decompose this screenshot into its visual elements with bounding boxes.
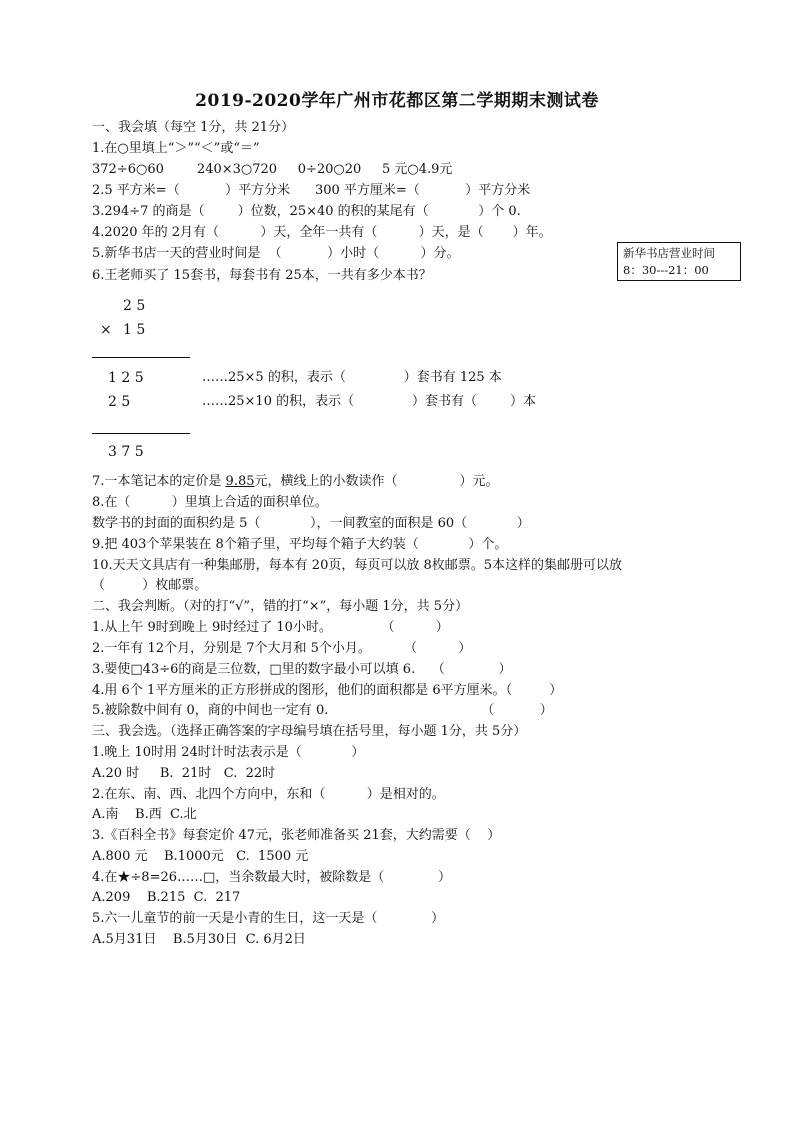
calc-multiplicand: 2 5 [123, 298, 146, 314]
choice-1: 1.晚上 10时用 24时计时法表示是（ ） [92, 745, 365, 760]
choice-2-options: A.南 B.西 C.北 [92, 807, 197, 822]
question-10-line-2: （ ）枚邮票。 [92, 578, 208, 593]
judge-2: 2.一年有 12个月，分别是 7个大月和 5个小月。 （ ） [92, 641, 472, 656]
choice-3-options: A.800 元 B.1000元 C. 1500 元 [92, 849, 309, 864]
choice-1-options: A.20 时 B. 21时 C. 22时 [92, 766, 276, 781]
choice-4-options: A.209 B.215 C. 217 [92, 890, 241, 905]
calc-times-sign: × [100, 322, 112, 338]
question-8: 8.在（ ）里填上合适的面积单位。 [92, 495, 328, 510]
question-9: 9.把 403个苹果装在 8个箱子里，平均每个箱子大约装（ ）个。 [92, 537, 508, 552]
question-7-suffix: 元，横线上的小数读作（ ）元。 [254, 474, 499, 489]
section-2-heading: 二、我会判断。（对的打“√”，错的打“×”，每小题 1分，共 5分） [92, 599, 469, 614]
calc-result: 3 7 5 [108, 444, 144, 460]
question-7-prefix: 7.一本笔记本的定价是 [92, 474, 226, 489]
store-hours-title: 新华书店营业时间 [623, 246, 715, 260]
judge-3: 3.要使□43÷6的商是三位数，□里的数字最小可以填 6. （ ） [92, 662, 512, 677]
choice-5-options: A.5月31日 B.5月30日 C. 6月2日 [92, 932, 306, 947]
calc-rule-1 [92, 357, 190, 358]
calc-partial-2-note: ……25×10 的积，表示（ ）套书有（ ）本 [202, 394, 537, 409]
section-1-heading: 一、我会填（每空 1分，共 21分） [92, 120, 295, 135]
judge-1: 1.从上午 9时到晚上 9时经过了 10小时。 （ ） [92, 620, 449, 635]
question-2: 2.5 平方米=（ ）平方分米 300 平方厘米=（ ）平方分米 [92, 183, 531, 198]
question-10: 10.天天文具店有一种集邮册，每本有 20页，每页可以放 8枚邮票。5本这样的集邮册可以放 [92, 558, 623, 573]
question-4: 4.2020 年的 2月有（ ）天，全年一共有（ ）天，是（ ）年。 [92, 225, 552, 240]
question-8-line-2: 数学书的封面的面积约是 5（ ），一间教室的面积是 60（ ） [92, 516, 530, 531]
calc-multiplier: 1 5 [123, 322, 146, 338]
question-5: 5.新华书店一天的营业时间是 （ ）小时（ ）分。 [92, 246, 460, 261]
calc-rule-2 [92, 433, 190, 434]
question-7 [92, 473, 499, 491]
question-1-items: 372÷6○60 240×3○720 0÷20○20 5 元○4.9元 [92, 162, 453, 177]
calc-partial-1: 1 2 5 [108, 370, 144, 386]
question-6: 6.王老师买了 15套书，每套书有 25本，一共有多少本书？ [92, 268, 432, 283]
store-hours-time: 8：30---21：00 [623, 263, 709, 277]
choice-2: 2.在东、南、西、北四个方向中，东和（ ）是相对的。 [92, 787, 445, 802]
choice-4: 4.在★÷8=26……□，当余数最大时，被除数是（ ） [92, 870, 452, 885]
question-1: 1.在○里填上“＞”“＜”或“＝” [92, 141, 260, 156]
calc-partial-2: 2 5 [108, 394, 131, 410]
choice-5: 5.六一儿童节的前一天是小青的生日，这一天是（ ） [92, 911, 445, 926]
question-7-price: 9.85 [225, 474, 255, 489]
judge-4: 4.用 6个 1平方厘米的正方形拼成的图形，他们的面积都是 6平方厘米。（ ） [92, 683, 563, 698]
judge-5: 5.被除数中间有 0，商的中间也一定有 0. （ ） [92, 703, 553, 718]
question-3: 3.294÷7 的商是（ ）位数，25×40 的积的某尾有（ ）个 0. [92, 204, 521, 219]
section-3-heading: 三、我会选。（选择正确答案的字母编号填在括号里，每小题 1分，共 5分） [92, 724, 527, 739]
calc-partial-1-note: ……25×5 的积，表示（ ）套书有 125 本 [202, 370, 502, 385]
choice-3: 3.《百科全书》每套定价 47元，张老师准备买 21套，大约需要（ ） [92, 828, 501, 843]
page-title: 2019-2020学年广州市花都区第二学期期末测试卷 [195, 91, 599, 111]
store-hours-box [617, 242, 741, 281]
